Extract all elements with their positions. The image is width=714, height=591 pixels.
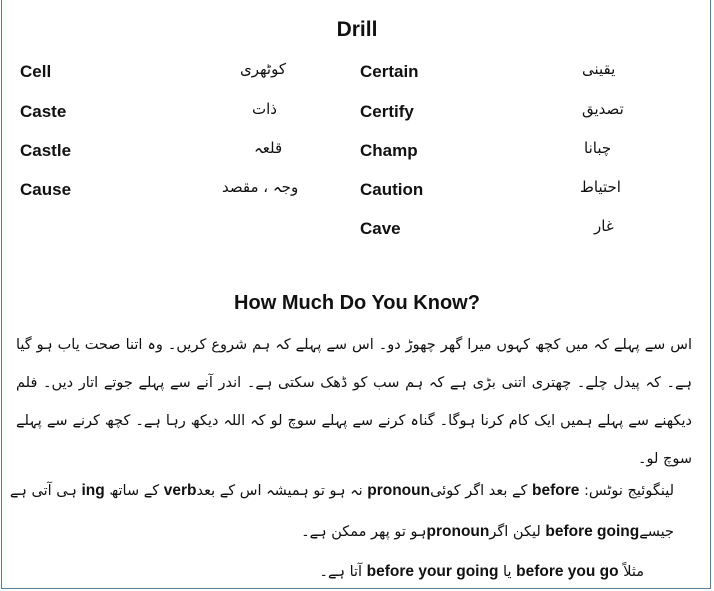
note1-term-ing: ing <box>81 482 105 499</box>
note1-heading: لینگوئیج نوٹس: <box>584 483 674 499</box>
drill-word-castle: Castle <box>20 141 72 160</box>
quiz-paragraph: اس سے پہلے کہ میں کچھ کہوں میرا گھر چھوڑ دو۔ اس سے پہلے کہ ہم شروع کریں۔ وہ اتنا صحت یاب ہو گیا ہے۔ کہ پیدل چلے۔ چھتری اتنی بڑی ہے کہ ہم سب کو ڈھک سکتی ہے۔ اندر آنے سے پہلے جوتے اتار دیں۔ فلم دیکھنے سے پہلے ہمیں ایک کام کرنا ہوگا۔ گناہ کرنے سے پہلے سوچ لو کہ اللہ دیکھ رہا ہے۔ کچھ کرنے سے پہلے سوچ لو۔ <box>16 337 692 467</box>
drill-meaning-champ: چبانا <box>584 139 612 157</box>
note3-term-before-your-going: before your going <box>366 563 499 580</box>
drill-word-champ: Champ <box>360 141 418 160</box>
drill-word-certain: Certain <box>360 62 419 81</box>
drill-meaning-cave: غار <box>594 217 614 235</box>
note3-text-a: مثلاً <box>623 564 644 580</box>
note2-term-pronoun: pronoun <box>426 523 490 540</box>
drill-meaning-cell: کوٹھری <box>240 60 286 78</box>
drill-word-cave: Cave <box>360 219 401 238</box>
note1-text-e: ہی آتی ہے <box>9 483 77 499</box>
note1-term-before: before <box>532 482 580 499</box>
note3-text-c: آتا ہے۔ <box>319 564 363 580</box>
drill-word-caste: Caste <box>20 102 67 121</box>
note1-term-verb: verb <box>163 482 197 499</box>
drill-title: Drill <box>336 18 378 41</box>
drill-meaning-caste: ذات <box>252 100 277 118</box>
note1-text-c: نہ ہو تو ہمیشہ اس کے بعد <box>196 483 363 499</box>
note2-text-c: ہو تو پھر ممکن ہے۔ <box>301 524 427 540</box>
drill-meaning-caution: احتیاط <box>580 178 621 196</box>
note3-term-before-you-go: before you go <box>516 563 619 580</box>
note1-text-d: کے ساتھ <box>109 483 160 499</box>
note2-text-b: لیکن اگر <box>489 524 541 540</box>
quiz-title: How Much Do You Know? <box>234 292 480 314</box>
drill-meaning-castle: قلعہ <box>254 139 283 157</box>
drill-word-certify: Certify <box>360 102 414 121</box>
note3-text-b: یا <box>503 564 512 580</box>
drill-word-caution: Caution <box>360 180 424 199</box>
note2-text-a: جیسے <box>639 524 674 540</box>
note1-text-b: کے بعد اگر کوئی <box>430 483 528 499</box>
drill-meaning-certify: تصدیق <box>582 100 624 118</box>
drill-word-cause: Cause <box>20 180 72 199</box>
drill-meaning-certain: یقینی <box>582 60 616 78</box>
language-note-line-3 <box>319 563 644 581</box>
note1-term-pronoun: pronoun <box>367 482 431 499</box>
language-note-line-2 <box>301 523 674 541</box>
drill-word-cell: Cell <box>20 62 52 81</box>
language-note-line-1 <box>10 482 674 500</box>
note2-term-before-going: before going <box>545 523 640 540</box>
drill-meaning-cause: وجہ ، مقصد <box>222 178 299 196</box>
